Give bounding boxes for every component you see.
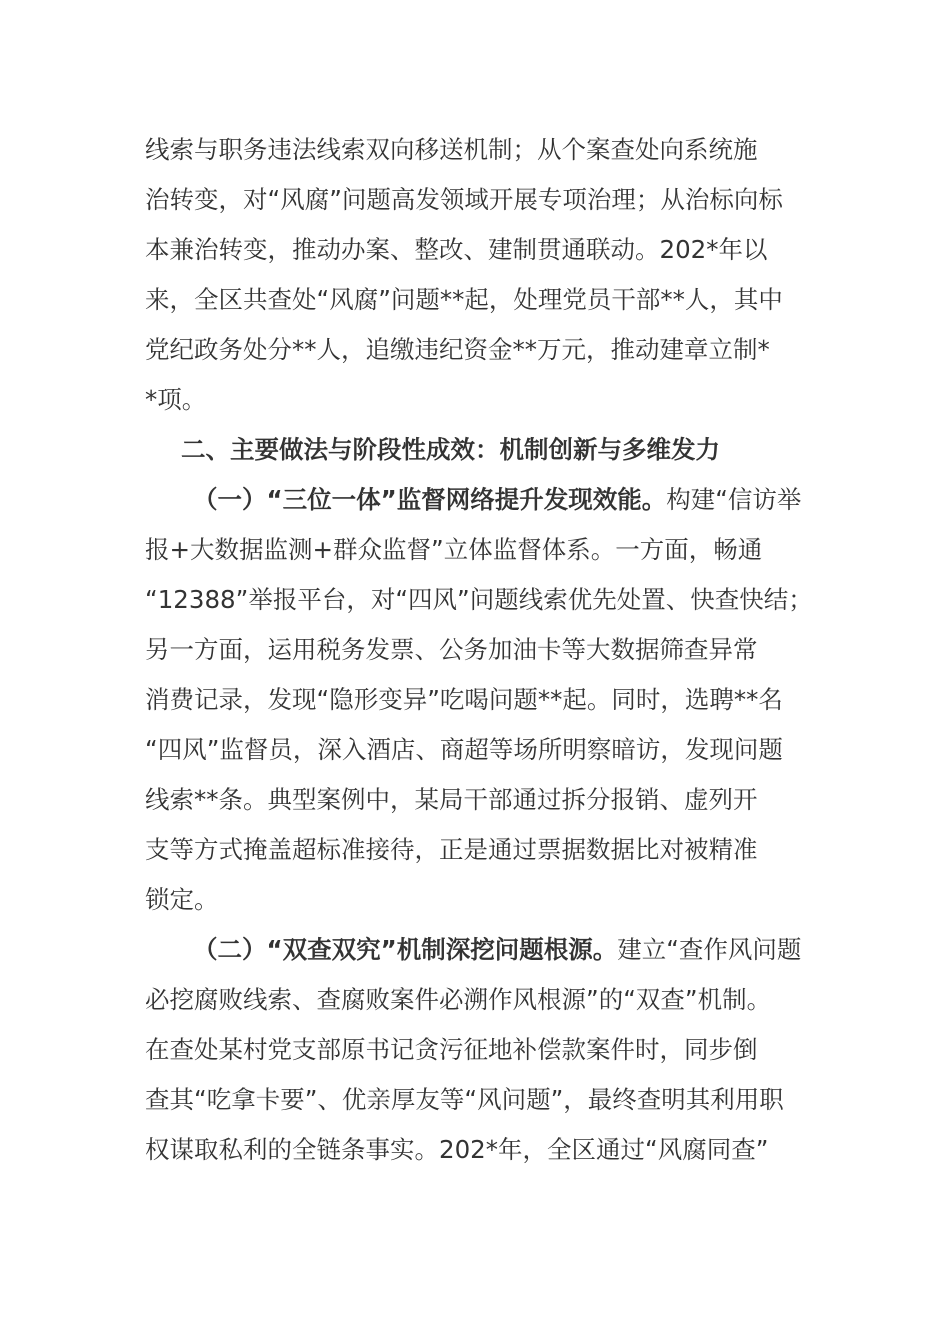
text-line: 本兼治转变，推动办案、整改、建制贯通联动。202*年以 [145,235,768,264]
text-line: 报+大数据监测+群众监督”立体监督体系。一方面，畅通 [145,535,763,564]
subsection-1-lead-text: 构建“信访举 [666,485,802,514]
text-line: 锁定。 [145,885,219,914]
text-line: 党纪政务处分**人，追缴违纪资金**万元，推动建章立制* [145,335,770,364]
text-line: 必挖腐败线索、查腐败案件必溯作风根源”的“双查”机制。 [145,985,772,1014]
subsection-2-lead-text: 建立“查作风问题 [617,935,802,964]
text-line: “四风”监督员，深入酒店、商超等场所明察暗访，发现问题 [145,735,783,764]
subsection-1-first-line [193,475,801,525]
text-line: 支等方式掩盖超标准接待，正是通过票据数据比对被精准 [145,835,758,864]
subsection-2-first-line [193,925,801,975]
text-line: 消费记录，发现“隐形变异”吃喝问题**起。同时，选聘**名 [145,685,783,714]
text-line: 在查处某村党支部原书记贪污征地补偿款案件时，同步倒 [145,1035,758,1064]
text-line: 查其“吃拿卡要”、优亲厚友等“风问题”，最终查明其利用职 [145,1085,784,1114]
text-line: 另一方面，运用税务发票、公务加油卡等大数据筛查异常 [145,635,758,664]
text-line: 权谋取私利的全链条事实。202*年，全区通过“风腐同查” [145,1135,769,1164]
text-line: *项。 [145,385,207,414]
text-line: 来，全区共查处“风腐”问题**起，处理党员干部**人，其中 [145,285,783,314]
text-line: 线索与职务违法线索双向移送机制；从个案查处向系统施 [145,135,758,164]
subsection-2-heading: （二）“双查双究”机制深挖问题根源。 [193,935,618,964]
text-line: “12388”举报平台，对“四风”问题线索优先处置、快查快结； [145,585,813,614]
text-line: 线索**条。典型案例中，某局干部通过拆分报销、虚列开 [145,785,758,814]
text-line: 治转变，对“风腐”问题高发领域开展专项治理；从治标向标 [145,185,783,214]
subsection-1-heading: （一）“三位一体”监督网络提升发现效能。 [193,485,667,514]
section-heading: 二、主要做法与阶段性成效：机制创新与多维发力 [181,435,720,464]
